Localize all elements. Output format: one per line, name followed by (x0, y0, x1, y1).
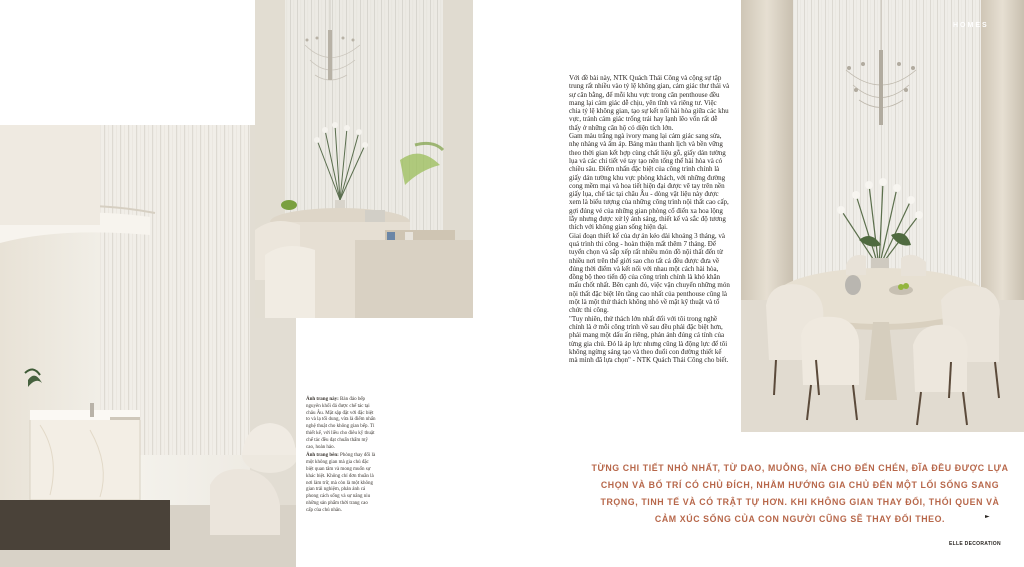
caption-top-text: Bàn đảo bếp nguyên khối đá được chế tác tại châu Âu. Mặt sập đặt với đặc biệt to và lạ tối dung, vừa là điểm nhấn nghệ thuật cho không gian bếp. Tỉ thiết kế, với liều cho điêu kỹ thuật chế tác đều đạt chuẩn thẩm mỹ cao, hoàn hảo. (306, 397, 376, 450)
magazine-footer: ELLE DECORATION (949, 541, 1001, 547)
caption-bottom-label: Ảnh trang bên: (306, 453, 339, 459)
photo-caption (306, 397, 376, 517)
article-paragraph: Với đề bài này, NTK Quách Thái Công và cộng sự tập trung rất nhiều vào tỷ lệ không gian, cảm giác thư thái và sự cân bằng, để mỗi khu vực trong căn penthouse đều mang lại cảm giác dễ chịu, yên tĩnh và riêng tư. Việc chia tỷ lệ không gian, tạo sự kết nối hài hòa giữa các khu vực, tránh cảm giác trống trải hay lạnh lẽo vốn rất dễ thấy ở những căn hộ có diện tích lớn. (569, 74, 730, 132)
article-paragraph: "Tuy nhiên, thử thách lớn nhất đối với tôi trong nghề chính là ở mỗi công trình về sau đều phải đặc biệt hơn, phải mang một dấu ấn riêng, phản ánh đúng cá tính của từng gia chủ. Đó là áp lực nhưng cũng là động lực để tôi không ngừng sáng tạo và theo đuổi con đường thiết kế mà mình đã lựa chọn" - NTK Quách Thái Công cho biết. (569, 314, 729, 365)
caption-bottom-text: Phòng thay đổi là một không gian mà gia chủ đặc biệt quan tâm và mong muốn sự khác biệt. Không chỉ đơn thuần là nơi làm trữ, mà còn là một không gian trải nghiệm, phản ánh cá phong cách sống và sự nâng niu những sản phẩm thời trang cao cấp của chủ nhân. (306, 453, 376, 513)
caption-top (306, 397, 376, 451)
section-label: HOMES (953, 22, 989, 29)
article-paragraph: Gam màu trắng ngà ivory mang lại cảm giác sang sửa, nhẹ nhàng và ấm áp. Bảng màu thanh lịch và bền vững theo thời gian kết hợp cùng chất liệu gỗ, giấy dán tường lụa và các chi tiết vẻ tay tạo nên tổng thể hài hòa và có chiều sâu. Điểm nhấn đặc biệt của công trình chính là giấy dán tường khu vực phòng khách, với những đường cong mềm mại và hoa tiết hiện đại được vẽ tay trên nền giấy lụa, chế tác tại châu Âu - dòng vật liệu này được xem là biểu tượng của những công trình nội thất cao cấp, gợi đúng vẻ của những gian phòng cổ điển xa hoa lộng lẫy nhưng được xử lý ánh sáng, thiết kế và sắc độ tương thích với không gian sống hiện đại. (569, 132, 729, 232)
dining-chandelier-photo (255, 0, 473, 318)
dining-table-photo (741, 0, 1024, 432)
pull-quote: TỪNG CHI TIẾT NHỎ NHẤT, TỪ DAO, MUỖNG, NĨA CHO ĐẾN CHÉN, ĐĨA ĐỀU ĐƯỢC LỰA CHỌN VÀ BỐ TRÍ CÓ CHỦ ĐÍCH, NHẰM HƯỚNG GIA CHỦ ĐẾN MỘT LỐI SỐNG SANG TRỌNG, TINH TẾ VÀ CÓ TRẬT TỰ HƠN. KHI KHÔNG GIAN THAY ĐỔI, THÓI QUEN VÀ CẢM XÚC SỐNG CỦA CON NGƯỜI CŨNG SẼ THAY ĐỔI THEO. (591, 463, 1009, 524)
arrow-right-icon: ► (985, 513, 990, 520)
article-body (569, 74, 730, 364)
caption-top-label: Ảnh trang này: (306, 397, 339, 402)
article-paragraph: Giai đoạn thiết kế của dự án kéo dài khoảng 3 tháng, và quá trình thi công - hoàn thiện mất thêm 7 tháng. Để tuyển chọn và sắp xếp rất nhiều món đồ nội thất đến từ nhiều nơi trên thế giới sao cho tất cả đều được đưa về đúng thời điểm và kết nối với nhau một cách hài hòa, đồng bộ theo tiến độ của công trình chính là khó khăn mấu chốt nhất. Bên cạnh đó, việc vận chuyển những món nội thất đặc biệt lên tầng cao nhất của penthouse cũng là một là một thử thách không nhỏ về mặt kỹ thuật và tổ chức thi công. (569, 231, 730, 315)
kitchen-island-photo (0, 125, 296, 567)
caption-bottom (306, 453, 376, 514)
